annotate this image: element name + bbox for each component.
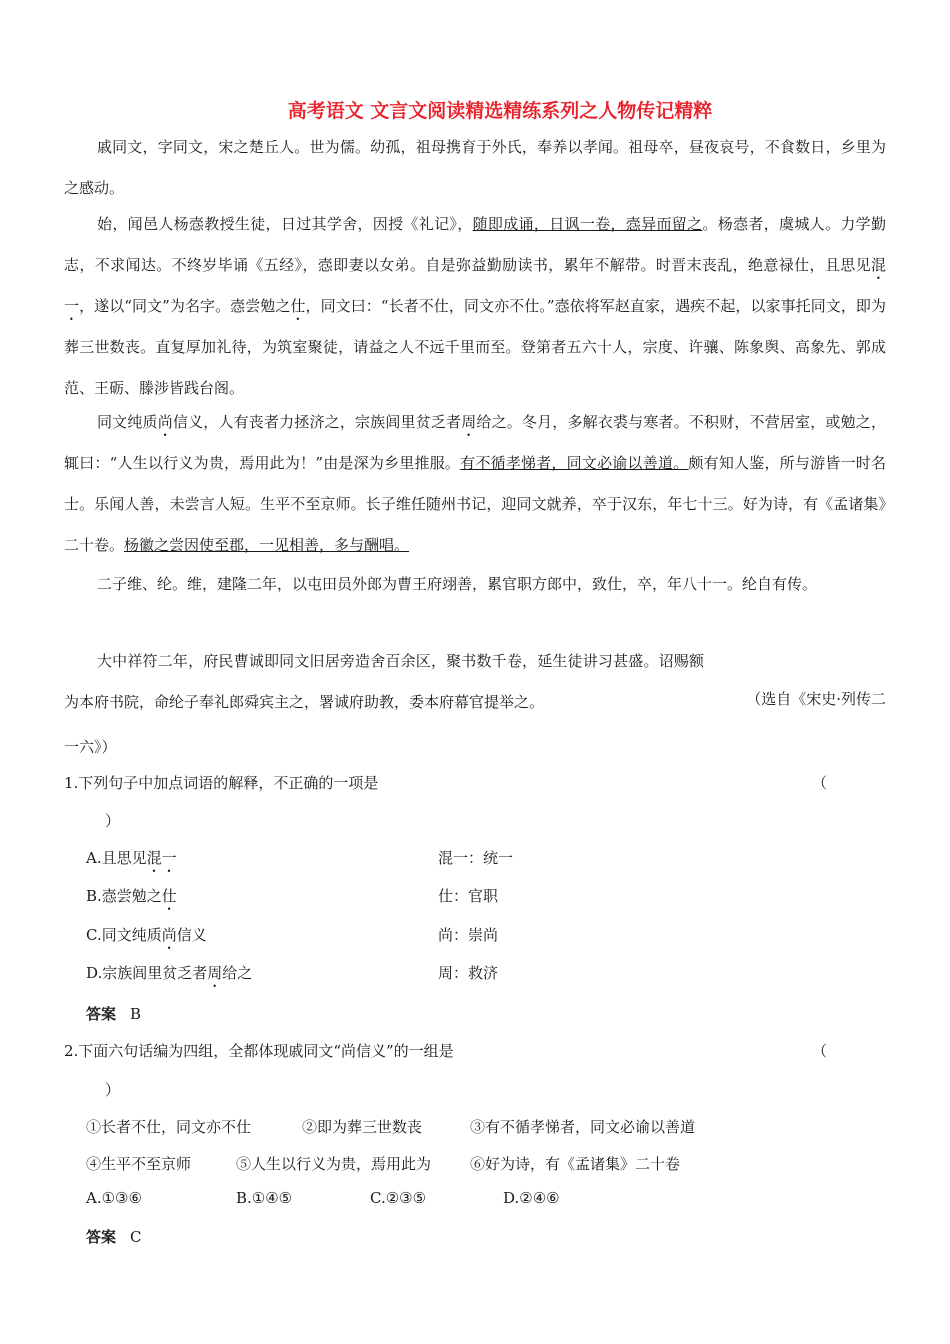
q2-choice-d: D.②④⑥	[503, 1189, 560, 1207]
passage-paragraph-1: 戚同文，字同文，宋之楚丘人。世为儒。幼孤，祖母携育于外氏，奉养以孝闻。祖母卒，昼夜哀号，不食数日，乡里为之感动。	[64, 138, 886, 197]
dotted-word: 混一	[64, 256, 886, 315]
q1-answer: 答案 B	[86, 1005, 142, 1023]
source-citation: （选自《宋史·列传二	[746, 690, 886, 708]
q1-option-d-gloss: 周：救济	[438, 964, 499, 982]
document-title: 高考语文 文言文阅读精选精练系列之人物传记精粹	[287, 100, 713, 122]
question-1-stem: 1.下列句子中加点词语的解释，不正确的一项是	[64, 774, 379, 792]
underlined-sentence: 随即成诵，日讽一卷，悫异而留之	[472, 215, 703, 233]
q2-item-5: ⑤人生以行义为贵，焉用此为	[236, 1155, 432, 1173]
q2-item-1: ①长者不仕，同文亦不仕	[86, 1118, 252, 1136]
dotted-word: 周	[207, 964, 223, 982]
dotted-word: 周	[461, 413, 477, 431]
q1-option-b: B.悫尝勉之仕	[86, 887, 177, 905]
passage-paragraph-2: 始，闻邑人杨悫教授生徒，日过其学舍，因授《礼记》，随即成诵，日讽一卷，悫异而留之。杨悫者，虞城人。力学勤志，不求闻达。不终岁毕诵《五经》，悫即妻以女弟。自是弥益勤励读书，累年不解带。时晋末丧乱，绝意禄仕，且思见混一，遂以“同文”为名字。悫尝勉之仕，同文曰：“长者不仕，同文亦不仕。”悫依将军赵直家，遇疾不起，以家事托同文，即为葬三世数丧。直复厚加礼待，为筑室聚徒，请益之人不远千里而至。登第者五六十人，宗度、许骧、陈象舆、高象先、郭成范、王砺、滕涉皆践台阁。	[64, 215, 886, 397]
dotted-word: 仕	[161, 887, 177, 905]
q1-option-d: D.宗族闾里贫乏者周给之	[86, 964, 253, 982]
q2-item-3: ③有不循孝悌者，同文必谕以善道	[470, 1118, 696, 1136]
passage-paragraph-4: 二子维、纶。维，建隆二年，以屯田员外郎为曹王府翊善，累官职方郎中，致仕，卒，年八十一。纶自有传。	[97, 575, 818, 593]
q1-option-a-gloss: 混一：统一	[438, 849, 514, 867]
q1-option-b-gloss: 仕：官职	[438, 887, 499, 905]
passage-paragraph-3: 同文纯质尚信义，人有丧者力拯济之，宗族闾里贫乏者周给之。冬月，多解衣裘与寒者。不积财，不营居室，或勉之，辄曰：“人生以行义为贵，焉用此为！”由是深为乡里推服。有不循孝悌者，同文必谕以善道。颇有知人鉴，所与游皆一时名士。乐闻人善，未尝言人短。生平不至京师。长子维任随州书记，迎同文就养，卒于汉东，年七十三。好为诗，有《孟诸集》二十卷。杨徽之尝因使至郡，一见相善，多与酬唱。	[64, 413, 886, 554]
q1-option-a: A.且思见混一	[86, 849, 177, 867]
question-2-stem: 2.下面六句话编为四组，全都体现戚同文“尚信义”的一组是	[64, 1042, 454, 1060]
underlined-sentence: 杨徽之尝因使至郡，一见相善，多与酬唱。	[124, 536, 410, 554]
q2-answer: 答案 C	[86, 1228, 142, 1246]
answer-paren-close: ）	[105, 812, 121, 830]
passage-paragraph-5: 大中祥符二年，府民曹诚即同文旧居旁造舍百余区，聚书数千卷，延生徒讲习甚盛。诏赐额为本府书院，命纶子奉礼郎舜宾主之，署诚府助教，委本府幕官提举之。	[64, 652, 704, 711]
dotted-word: 混一	[146, 849, 177, 867]
q2-item-6: ⑥好为诗，有《孟诸集》二十卷	[470, 1155, 681, 1173]
source-citation-cont: 一六》）	[64, 738, 117, 756]
dotted-word: 仕	[290, 297, 306, 315]
answer-paren-open: （	[812, 774, 828, 792]
dotted-word: 尚	[161, 926, 177, 944]
q2-item-2: ②即为葬三世数丧	[302, 1118, 423, 1136]
q2-choice-b: B.①④⑤	[236, 1189, 293, 1207]
q2-choice-c: C.②③⑤	[370, 1189, 427, 1207]
q2-item-4: ④生平不至京师	[86, 1155, 192, 1173]
q2-choice-a: A.①③⑥	[86, 1189, 142, 1207]
answer-paren-close: ）	[105, 1081, 121, 1099]
q1-option-c: C.同文纯质尚信义	[86, 926, 207, 944]
underlined-sentence: 有不循孝悌者，同文必谕以善道。	[460, 454, 689, 472]
dotted-word: 尚	[157, 413, 173, 431]
answer-paren-open: （	[812, 1042, 828, 1060]
q1-option-c-gloss: 尚：崇尚	[438, 926, 499, 944]
